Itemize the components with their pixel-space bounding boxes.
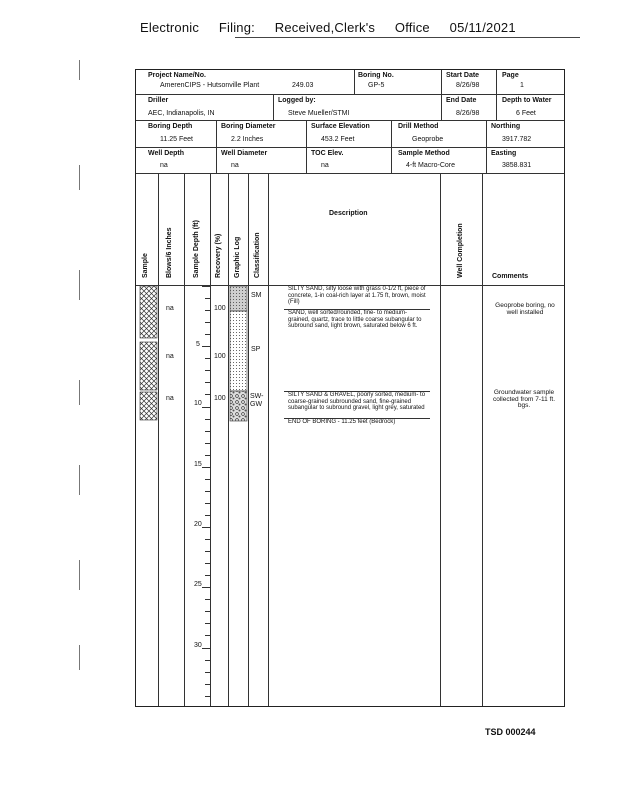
depth-tick (205, 539, 210, 540)
boring-diameter-value: 2.2 Inches (231, 136, 264, 143)
comment-groundwater: Groundwater sample collected from 7-11 ft. bgs. (492, 389, 556, 409)
depth-tick (202, 467, 210, 468)
scan-mark (79, 270, 80, 300)
depth-tick (202, 587, 210, 588)
depth-tick (205, 515, 210, 516)
class-sp: SP (251, 346, 261, 353)
depth-tick (205, 551, 210, 552)
surface-elevation-label: Surface Elevation (311, 123, 370, 130)
depth-tick (205, 635, 210, 636)
boring-no-label: Boring No. (358, 72, 394, 79)
surface-elevation-value: 453.2 Feet (321, 136, 355, 143)
toc-elevation-label: TOC Elev. (311, 150, 344, 157)
recovery-value: 100 (214, 395, 226, 402)
filing-word-2: Filing: (218, 20, 255, 35)
col-recovery: Recovery (%) (215, 233, 222, 278)
depth-tick (205, 491, 210, 492)
well-diameter-value: na (231, 162, 239, 169)
page-value: 1 (520, 82, 524, 89)
sample-hatch-column (139, 286, 159, 421)
depth-tick (205, 370, 210, 371)
recovery-value: 100 (214, 305, 226, 312)
recovery-value: 100 (214, 353, 226, 360)
page-label: Page (502, 72, 519, 79)
depth-tick (205, 298, 210, 299)
boring-depth-label: Boring Depth (148, 123, 193, 130)
depth-tick (202, 346, 210, 347)
filing-word-1: Electronic (140, 20, 200, 35)
boring-depth-value: 11.25 Feet (160, 136, 193, 143)
depth-label-5: 5 (196, 341, 200, 348)
depth-label-10: 10 (194, 400, 202, 407)
depth-tick (205, 503, 210, 504)
depth-tick (205, 563, 210, 564)
scan-mark (79, 60, 80, 80)
document-id: TSD 000244 (485, 727, 536, 737)
depth-tick (205, 696, 210, 697)
depth-tick (202, 407, 210, 408)
toc-elevation-value: na (321, 162, 329, 169)
drill-method-label: Drill Method (398, 123, 439, 130)
depth-label-20: 20 (194, 521, 202, 528)
depth-tick (205, 684, 210, 685)
depth-label-30: 30 (194, 642, 202, 649)
depth-tick (205, 310, 210, 311)
description-silty-sand-gravel: SILTY SAND & GRAVEL, poorly sorted, medium- to coarse-grained subrounded sand, fine-grained subangular to subround gravel, light grey, saturated (288, 392, 426, 411)
start-date-label: Start Date (446, 72, 480, 79)
boring-log-form (135, 69, 565, 707)
filing-date: 05/11/2021 (449, 20, 516, 35)
northing-label: Northing (491, 123, 521, 130)
easting-label: Easting (491, 150, 517, 157)
scan-mark (79, 380, 80, 405)
depth-tick (205, 455, 210, 456)
depth-tick (205, 394, 210, 395)
scan-mark (79, 165, 80, 190)
boring-diameter-label: Boring Diameter (221, 123, 276, 130)
depth-tick (205, 358, 210, 359)
depth-tick (205, 382, 210, 383)
filing-word-3: Received,Clerk's (274, 20, 376, 35)
logged-by-value: Steve Mueller/STMI (288, 110, 350, 117)
filing-stamp (140, 20, 532, 35)
col-graphic-log: Graphic Log (234, 236, 241, 278)
depth-tick (205, 334, 210, 335)
col-blows: Blows/6 Inches (166, 227, 173, 278)
depth-tick (205, 479, 210, 480)
depth-tick (205, 431, 210, 432)
col-well-completion: Well Completion (457, 223, 464, 278)
filing-word-4: Office (394, 20, 430, 35)
blows-value: na (166, 305, 174, 312)
driller-value: AEC, Indianapolis, IN (148, 110, 215, 117)
col-comments: Comments (492, 273, 529, 280)
depth-to-water-value: 6 Feet (516, 110, 536, 117)
col-classification: Classification (254, 232, 261, 278)
sample-method-label: Sample Method (398, 150, 450, 157)
depth-tick (205, 611, 210, 612)
depth-label-15: 15 (194, 461, 202, 468)
boring-no-value: GP-5 (368, 82, 385, 89)
description-sand: SAND, well sorted/rounded, fine- to medium-grained, quartz, trace to little coarse subangular to subround sand, light brown, saturated below 6 ft. (288, 310, 422, 329)
drill-method-value: Geoprobe (412, 136, 444, 143)
depth-tick (205, 419, 210, 420)
well-diameter-label: Well Diameter (221, 150, 268, 157)
col-description: Description (329, 210, 368, 217)
start-date-value: 8/26/98 (456, 82, 480, 89)
scan-mark (79, 465, 80, 495)
project-label: Project Name/No. (148, 72, 206, 79)
depth-tick (202, 648, 210, 649)
col-sample-depth: Sample Depth (ft) (193, 220, 200, 278)
logged-by-label: Logged by: (278, 97, 316, 104)
description-fill: SILTY SAND, silty loose with grass 0-1/2 ft, piece of concrete, 1-in coal-rich layer at 1.75 ft, brown, moist (Fill) (288, 286, 426, 305)
end-of-boring: END OF BORING - 11.25 feet (Bedrock) (288, 419, 396, 425)
scan-mark (79, 645, 80, 670)
comment-geoprobe: Geoprobe boring, no well installed (495, 302, 555, 316)
depth-tick (205, 443, 210, 444)
project-number: 249.03 (292, 82, 314, 89)
easting-value: 3858.831 (502, 162, 532, 169)
scan-mark (79, 560, 80, 590)
depth-tick (205, 575, 210, 576)
blows-value: na (166, 353, 174, 360)
well-depth-label: Well Depth (148, 150, 185, 157)
driller-label: Driller (148, 97, 169, 104)
depth-tick (202, 527, 210, 528)
class-sw-gw: SW- GW (250, 393, 264, 408)
depth-tick (205, 672, 210, 673)
filing-underline (235, 37, 580, 38)
depth-tick (205, 322, 210, 323)
depth-tick (205, 660, 210, 661)
depth-label-25: 25 (194, 581, 202, 588)
sample-method-value: 4-ft Macro-Core (406, 162, 456, 169)
depth-tick (205, 623, 210, 624)
northing-value: 3917.782 (502, 136, 532, 143)
end-date-value: 8/26/98 (456, 110, 480, 117)
col-sample: Sample (142, 253, 149, 278)
depth-tick (205, 599, 210, 600)
blows-value: na (166, 395, 174, 402)
end-date-label: End Date (446, 97, 477, 104)
project-name: AmerenCIPS - Hutsonville Plant (160, 82, 260, 89)
depth-tick (202, 286, 210, 287)
depth-to-water-label: Depth to Water (502, 97, 552, 104)
graphic-log (229, 286, 248, 422)
class-sm: SM (251, 292, 262, 299)
well-depth-value: na (160, 162, 168, 169)
